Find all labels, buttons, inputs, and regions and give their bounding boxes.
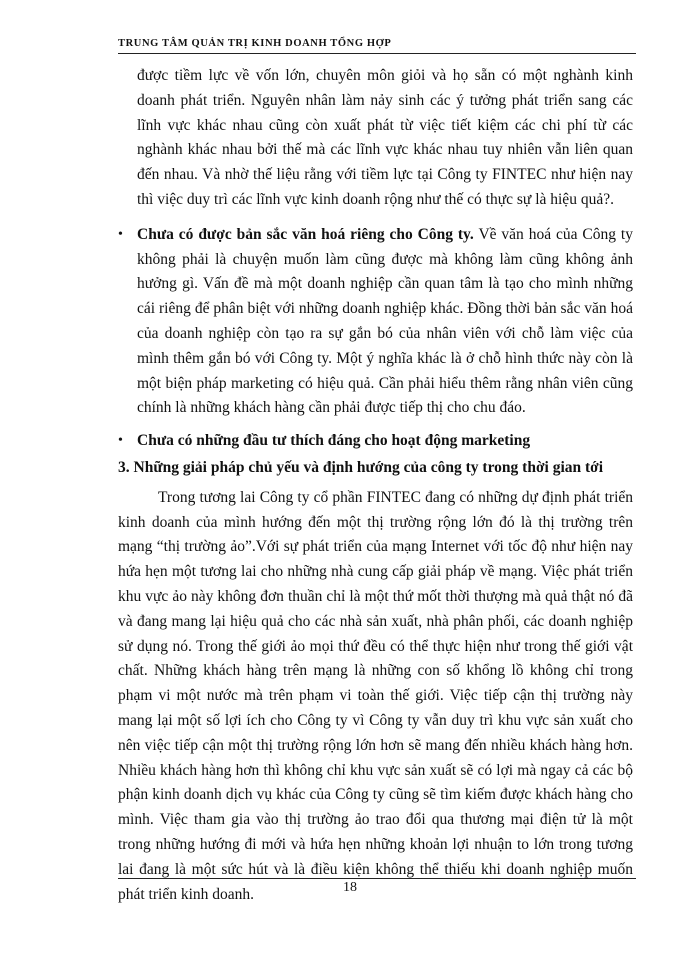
- bullet-body: [137, 429, 633, 454]
- bullet-text: Về văn hoá của Công ty không phải là chuyện muốn làm cũng được mà không làm cũng không ảnh hưởng gì. Vấn đề mà một doanh nghiệp cần quan tâm là tạo cho mình những cái riêng để phân biệt với những doanh nghiệp khác. Đồng thời bản sắc văn hoá của doanh nghiệp còn tạo ra sự gắn bó của nhân viên với chỗ làm việc của mình thêm gắn bó với Công ty. Một ý nghĩa khác là ở chỗ hình thức này còn là một biện pháp marketing có hiệu quả. Cần phải hiểu thêm rằng nhân viên cũng chính là những khách hàng cần phải được tiếp thị cho chu đáo.: [137, 225, 633, 417]
- page-header: TRUNG TÂM QUẢN TRỊ KINH DOANH TỔNG HỢP: [118, 36, 636, 54]
- bullet-icon: •: [118, 226, 123, 242]
- bullet-item-marketing: [118, 429, 633, 454]
- bullet-title: Chưa có những đầu tư thích đáng cho hoạt động marketing: [137, 432, 531, 450]
- section-heading: 3. Những giải pháp chủ yếu và định hướng của công ty trong thời gian tới: [118, 458, 604, 476]
- document-body: [118, 64, 633, 907]
- bullet-body: [137, 223, 633, 421]
- bullet-item-culture: [118, 223, 633, 421]
- bullet-title: Chưa có được bản sắc văn hoá riêng cho Công ty.: [137, 225, 474, 243]
- intro-paragraph: được tiềm lực về vốn lớn, chuyên môn giỏi và họ sẵn có một nghành kinh doanh phát triển. Nguyên nhân làm nảy sinh các ý tưởng phát triển sang các lĩnh vực khác nhau cũng còn xuất phát từ việc tiết kiệm các chi phí từ các nghành khác nhau bởi thế mà các lĩnh vực khác nhau tuy nhiên vẫn liên quan đến nhau. Và nhờ thế liệu rằng với tiềm lực tại Công ty FINTEC như hiện nay thì việc duy trì các lĩnh vực kinh doanh rộng như thế có thực sự là hiệu quả?.: [137, 67, 633, 208]
- bullet-icon: •: [118, 433, 123, 449]
- footer-divider: [118, 878, 636, 879]
- section-body-paragraph: Trong tương lai Công ty cổ phần FINTEC đang có những dự định phát triển kinh doanh của mình hướng đến một thị trường rộng lớn đó là thị trường trên mạng “thị trường ảo”.Với sự phát triển của mạng Internet với tốc độ như hiện nay hứa hẹn một tương lai cho những nhà cung cấp giải pháp về mạng. Việc phát triển khu vực ảo này không đơn thuần chỉ là một thứ mốt thời thượng mà quả thật nó đã và đang mang lại hiệu quả cho các nhà sản xuất, nhà phân phối, các doanh nghiệp sử dụng nó. Trong thế giới ảo mọi thứ đều có thể thực hiện như trong thế giới vật chất. Những khách hàng trên mạng là những con số khổng lồ không chỉ trong phạm vi một nước mà trên phạm vi toàn thế giới. Việc tiếp cận thị trường này mang lại một số lợi ích cho Công ty vì Công ty vẫn duy trì khu vực sản xuất cho nên việc tiếp cận một thị trường rộng lớn hơn sẽ mang đến nhiều khách hàng hơn. Nhiều khách hàng hơn thì không chỉ khu vực sản xuất sẽ có lợi mà ngay cả các bộ phận kinh doanh dịch vụ khác của Công ty cũng sẽ tìm kiếm được khách hàng cho mình. Việc tham gia vào thị trường ảo trao đổi qua thương mại điện tử là một trong những hướng đi mới và hứa hẹn những khoản lợi nhuận to lớn trong tương lai đang là một sức hút và là điều kiện không thể thiếu khi doanh nghiệp muốn phát triển kinh doanh.: [118, 488, 633, 903]
- page-number: 18: [343, 880, 357, 895]
